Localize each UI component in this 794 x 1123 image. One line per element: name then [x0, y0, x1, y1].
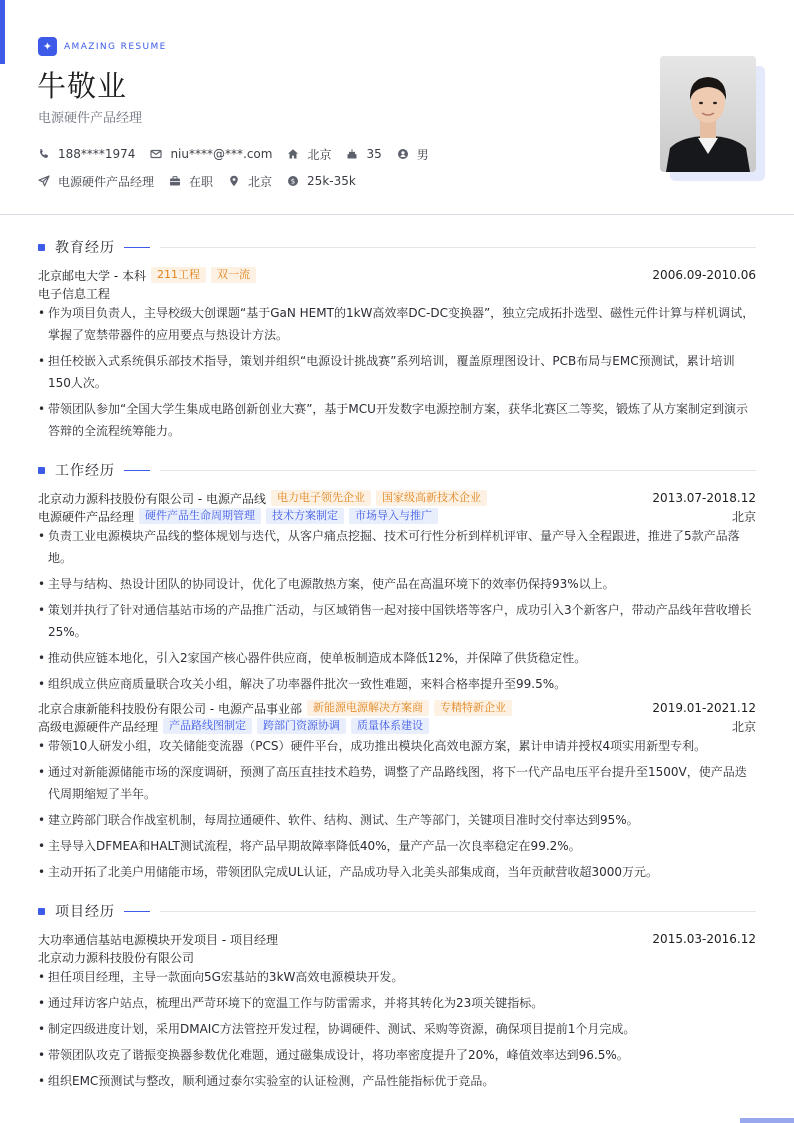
education-section-heading: [38, 237, 756, 257]
person-icon: [397, 148, 409, 160]
list-item: • 策划并执行了针对通信基站市场的产品推广活动，与区域销售一起对接中国铁塔等客户，成功引入3个新客户，带动产品线年营收增长25%。: [38, 603, 752, 639]
section-title: 项目经历: [55, 904, 115, 920]
work-city: 北京: [731, 509, 756, 524]
gender-text: 男: [416, 147, 429, 162]
role-tag: 跨部门资源协调: [257, 718, 346, 734]
list-item: • 担任校嵌入式系统俱乐部技术指导，策划并组织“电源设计挑战赛”系列培训，覆盖原理图设计、PCB布局与EMC预测试，累计培训150人次。: [38, 354, 735, 390]
work-city: 北京: [731, 719, 756, 734]
list-item: • 主导导入DFMEA和HALT测试流程，将产品早期故障率降低40%，量产产品一次良率稳定在99.2%。: [38, 839, 581, 853]
section-dash: [124, 470, 150, 471]
role-tag: 硬件产品生命周期管理: [139, 508, 261, 524]
list-item: • 组织成立供应商质量联合攻关小组，解决了功率器件批次一致性难题，来料合格率提升至99.5%。: [38, 677, 567, 691]
role-tag: 质量体系建设: [351, 718, 429, 734]
status-item: [169, 172, 213, 190]
svg-text:$: $: [290, 177, 296, 186]
work-role-row: [38, 507, 756, 525]
list-item: • 带领10人研发小组，攻关储能变流器（PCS）硬件平台，成功推出模块化高效电源方案，累计申请并授权4项实用新型专利。: [38, 739, 707, 753]
list-item: • 推动供应链本地化，引入2家国产核心器件供应商，使单板制造成本降低12%，并保障了供货稳定性。: [38, 651, 587, 665]
list-item: • 建立跨部门联合作战室机制，每周拉通硬件、软件、结构、测试、生产等部门，关键项目准时交付率达到95%。: [38, 813, 639, 827]
list-item: • 制定四级进度计划，采用DMAIC方法管控开发过程，协调硬件、测试、采购等资源，确保项目提前1个月完成。: [38, 1022, 636, 1036]
list-item: • 作为项目负责人，主导校级大创课题“基于GaN HEMT的1kW高效率DC-DC变换器”，独立完成拓扑选型、磁性元件计算与样机调试，掌握了宽禁带器件的应用要点与热设计方法。: [38, 306, 755, 342]
education-entry-header: [38, 266, 756, 284]
mail-icon: [150, 148, 162, 160]
contact-row: [38, 145, 444, 163]
role-tag: 产品路线图制定: [163, 718, 252, 734]
list-item: • 带领团队参加“全国大学生集成电路创新创业大赛”，基于MCU开发数字电源控制方案，获华北赛区二等奖，锻炼了从方案制定到演示答辩的全流程统筹能力。: [38, 402, 748, 438]
list-item: • 担任项目经理，主导一款面向5G宏基站的3kW高效电源模块开发。: [38, 970, 404, 984]
target-role-item: [38, 172, 154, 190]
bottom-accent-bar: [740, 1118, 794, 1123]
section-title: 教育经历: [55, 240, 115, 256]
work-entry-header: [38, 699, 756, 717]
brand: [38, 37, 167, 56]
section-marker: [38, 908, 45, 915]
phone-text: 188****1974: [58, 147, 136, 161]
candidate-title: 电源硬件产品经理: [38, 111, 143, 126]
company-tag: 国家级高新技术企业: [376, 490, 487, 506]
role-tag: 市场导入与推广: [349, 508, 438, 524]
list-item: • 带领团队攻克了谐振变换器参数优化难题，通过磁集成设计，将功率密度提升了20%，峰值效率达到96.5%。: [38, 1048, 629, 1062]
list-item: • 通过对新能源储能市场的深度调研，预测了高压直挂技术趋势，调整了产品路线图，将下一代产品电压平台提升至1500V，使产品迭代周期缩短了半年。: [38, 765, 747, 801]
brand-text: AMAZING RESUME: [64, 41, 167, 52]
role-name: 电源硬件产品经理: [38, 509, 135, 524]
major-name: 电子信息工程: [38, 286, 111, 301]
work-section-heading: [38, 460, 756, 480]
section-rule: [160, 911, 756, 912]
section-rule: [160, 470, 756, 471]
project-company: 北京动力源科技股份有限公司: [38, 950, 195, 965]
target-city-item: [228, 172, 272, 190]
list-item: • 负责工业电源模块产品线的整体规划与迭代，从客户痛点挖掘、技术可行性分析到样机评审、量产导入全程跟进，推进了5款产品落地。: [38, 529, 740, 565]
email-item: [150, 145, 272, 163]
role-name: 高级电源硬件产品经理: [38, 719, 159, 734]
role-tag: 技术方案制定: [266, 508, 344, 524]
city-item: [287, 145, 331, 163]
salary-item: [287, 172, 356, 190]
email-text: niu****@***.com: [170, 147, 273, 161]
age-item: [346, 145, 381, 163]
section-dash: [124, 911, 150, 912]
cake-icon: [346, 148, 358, 160]
company-tag: 电力电子领先企业: [271, 490, 371, 506]
list-item: • 组织EMC预测试与整改，顺利通过泰尔实验室的认证检测，产品性能指标优于竞品。: [38, 1074, 495, 1088]
money-icon: [287, 175, 299, 187]
section-marker: [38, 467, 45, 474]
company-tag: 新能源电源解决方案商: [307, 700, 429, 716]
section-marker: [38, 244, 45, 251]
section-title: 工作经历: [55, 463, 115, 479]
briefcase-icon: [169, 175, 181, 187]
company-name: 北京合康新能科技股份有限公司 - 电源产品事业部: [38, 701, 302, 716]
send-icon: [38, 175, 50, 187]
salary-text: 25k-35k: [307, 174, 356, 188]
school-tag: 双一流: [211, 267, 256, 283]
age-text: 35: [366, 147, 382, 161]
project-period: 2015.03-2016.12: [652, 932, 756, 946]
work-role-row: [38, 717, 756, 735]
city-text: 北京: [307, 147, 332, 162]
avatar-portrait: [660, 56, 756, 172]
home-icon: [287, 148, 299, 160]
company-tag: 专精特新企业: [434, 700, 512, 716]
candidate-name: 牛敬业: [37, 69, 128, 103]
education-major-row: [38, 284, 756, 302]
project-entry-header: [38, 930, 756, 948]
location-pin-icon: [228, 175, 240, 187]
work-period: 2013.07-2018.12: [652, 491, 756, 505]
list-item: • 主动开拓了北美户用储能市场，带领团队完成UL认证，产品成功导入北美头部集成商，当年贡献营收超3000万元。: [38, 865, 659, 879]
project-name: 大功率通信基站电源模块开发项目 - 项目经理: [38, 932, 278, 947]
work-period: 2019.01-2021.12: [652, 701, 756, 715]
avatar: [660, 56, 756, 172]
list-item: • 主导与结构、热设计团队的协同设计，优化了电源散热方案，使产品在高温环境下的效率仍保持93%以上。: [38, 577, 615, 591]
project-section-heading: [38, 901, 756, 921]
section-dash: [124, 247, 150, 248]
phone-icon: [38, 148, 50, 160]
work-entry-header: [38, 489, 756, 507]
company-name: 北京动力源科技股份有限公司 - 电源产品线: [38, 491, 266, 506]
target-city-text: 北京: [248, 174, 273, 189]
school-tag: 211工程: [151, 267, 206, 283]
sparkle-icon: ✦: [38, 37, 57, 56]
phone-item: [38, 145, 135, 163]
target-role-text: 电源硬件产品经理: [58, 174, 155, 189]
gender-item: [397, 145, 429, 163]
resume-header: [0, 0, 794, 215]
education-period: 2006.09-2010.06: [652, 268, 756, 282]
list-item: • 通过拜访客户站点，梳理出严苛环境下的宽温工作与防雷需求，并将其转化为23项关键指标。: [38, 996, 544, 1010]
section-rule: [160, 247, 756, 248]
intent-row: [38, 172, 371, 190]
project-company-row: [38, 948, 756, 966]
school-name: 北京邮电大学 - 本科: [38, 268, 146, 283]
status-text: 在职: [189, 174, 214, 189]
